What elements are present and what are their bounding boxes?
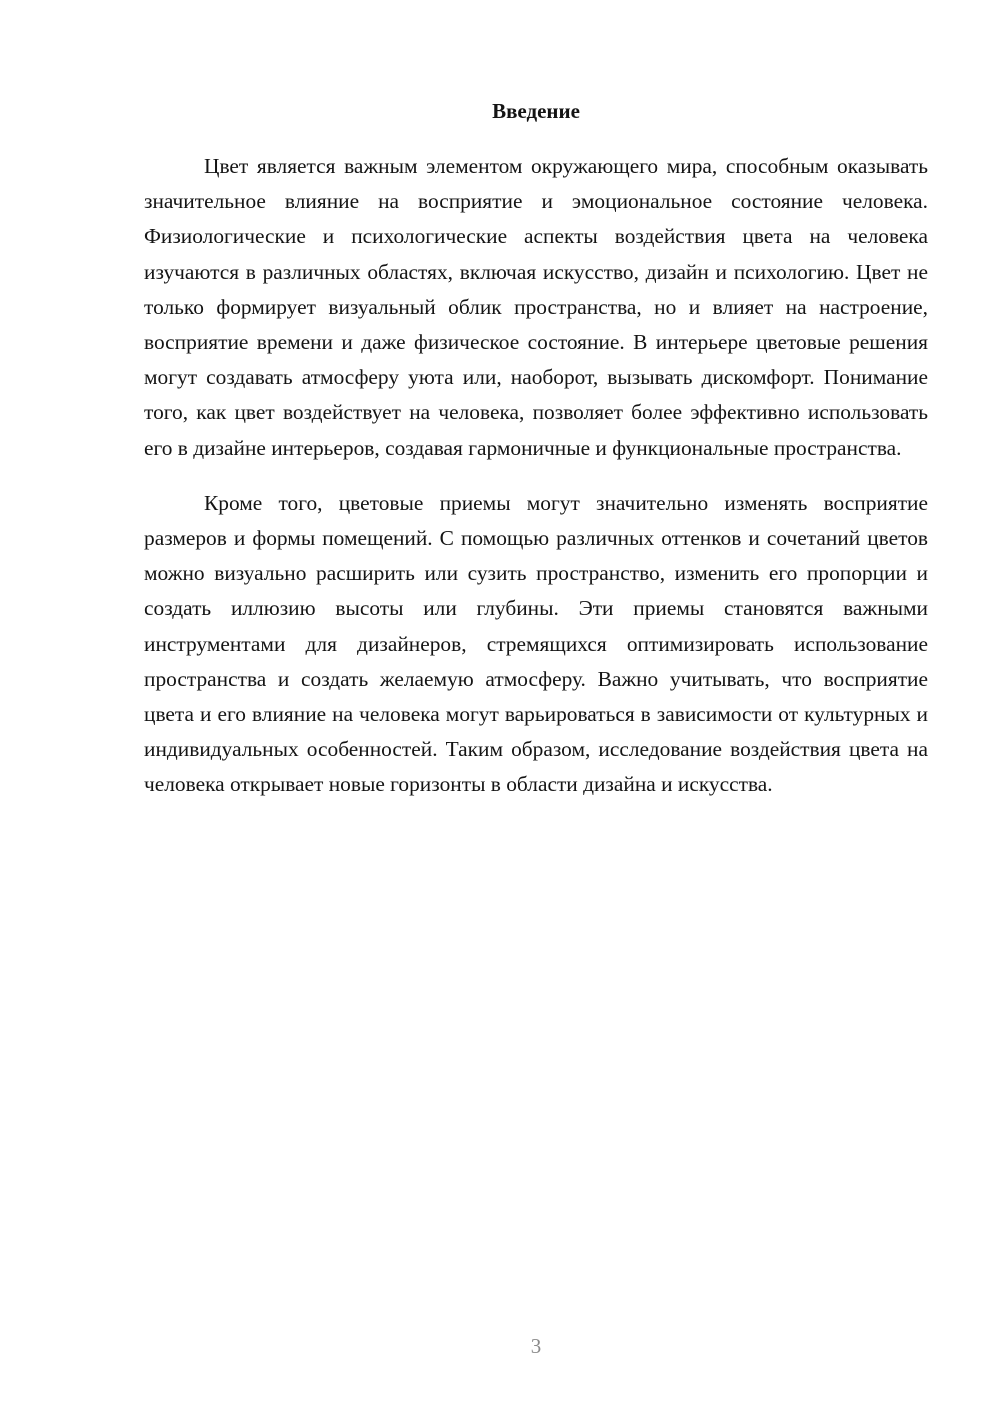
section-title: Введение [492,99,580,123]
page-content [144,97,928,803]
paragraph-2: Кроме того, цветовые приемы могут значительно изменять восприятие размеров и формы помещений. С помощью различных оттенков и сочетаний цветов можно визуально расширить или сузить пространство, изменить его пропорции и создать иллюзию высоты или глубины. Эти приемы становятся важными инструментами для дизайнеров, стремящихся оптимизировать использование пространства и создать желаемую атмосферу. Важно учитывать, что восприятие цвета и его влияние на человека могут варьироваться в зависимости от культурных и индивидуальных особенностей. Таким образом, исследование воздействия цвета на человека открывает новые горизонты в области дизайна и искусства. [144,490,928,797]
paragraph-1: Цвет является важным элементом окружающего мира, способным оказывать значительное влияние на восприятие и эмоциональное состояние человека. Физиологические и психологические аспекты воздействия цвета на человека изучаются в различных областях, включая искусство, дизайн и психологию. Цвет не только формирует визуальный облик пространства, но и влияет на настроение, восприятие времени и даже физическое состояние. В интерьере цветовые решения могут создавать атмосферу уюта или, наоборот, вызывать дискомфорт. Понимание того, как цвет воздействует на человека, позволяет более эффективно использовать его в дизайне интерьеров, создавая гармоничные и функциональные пространства. [144,154,928,460]
page-number: 3 [530,1334,542,1358]
